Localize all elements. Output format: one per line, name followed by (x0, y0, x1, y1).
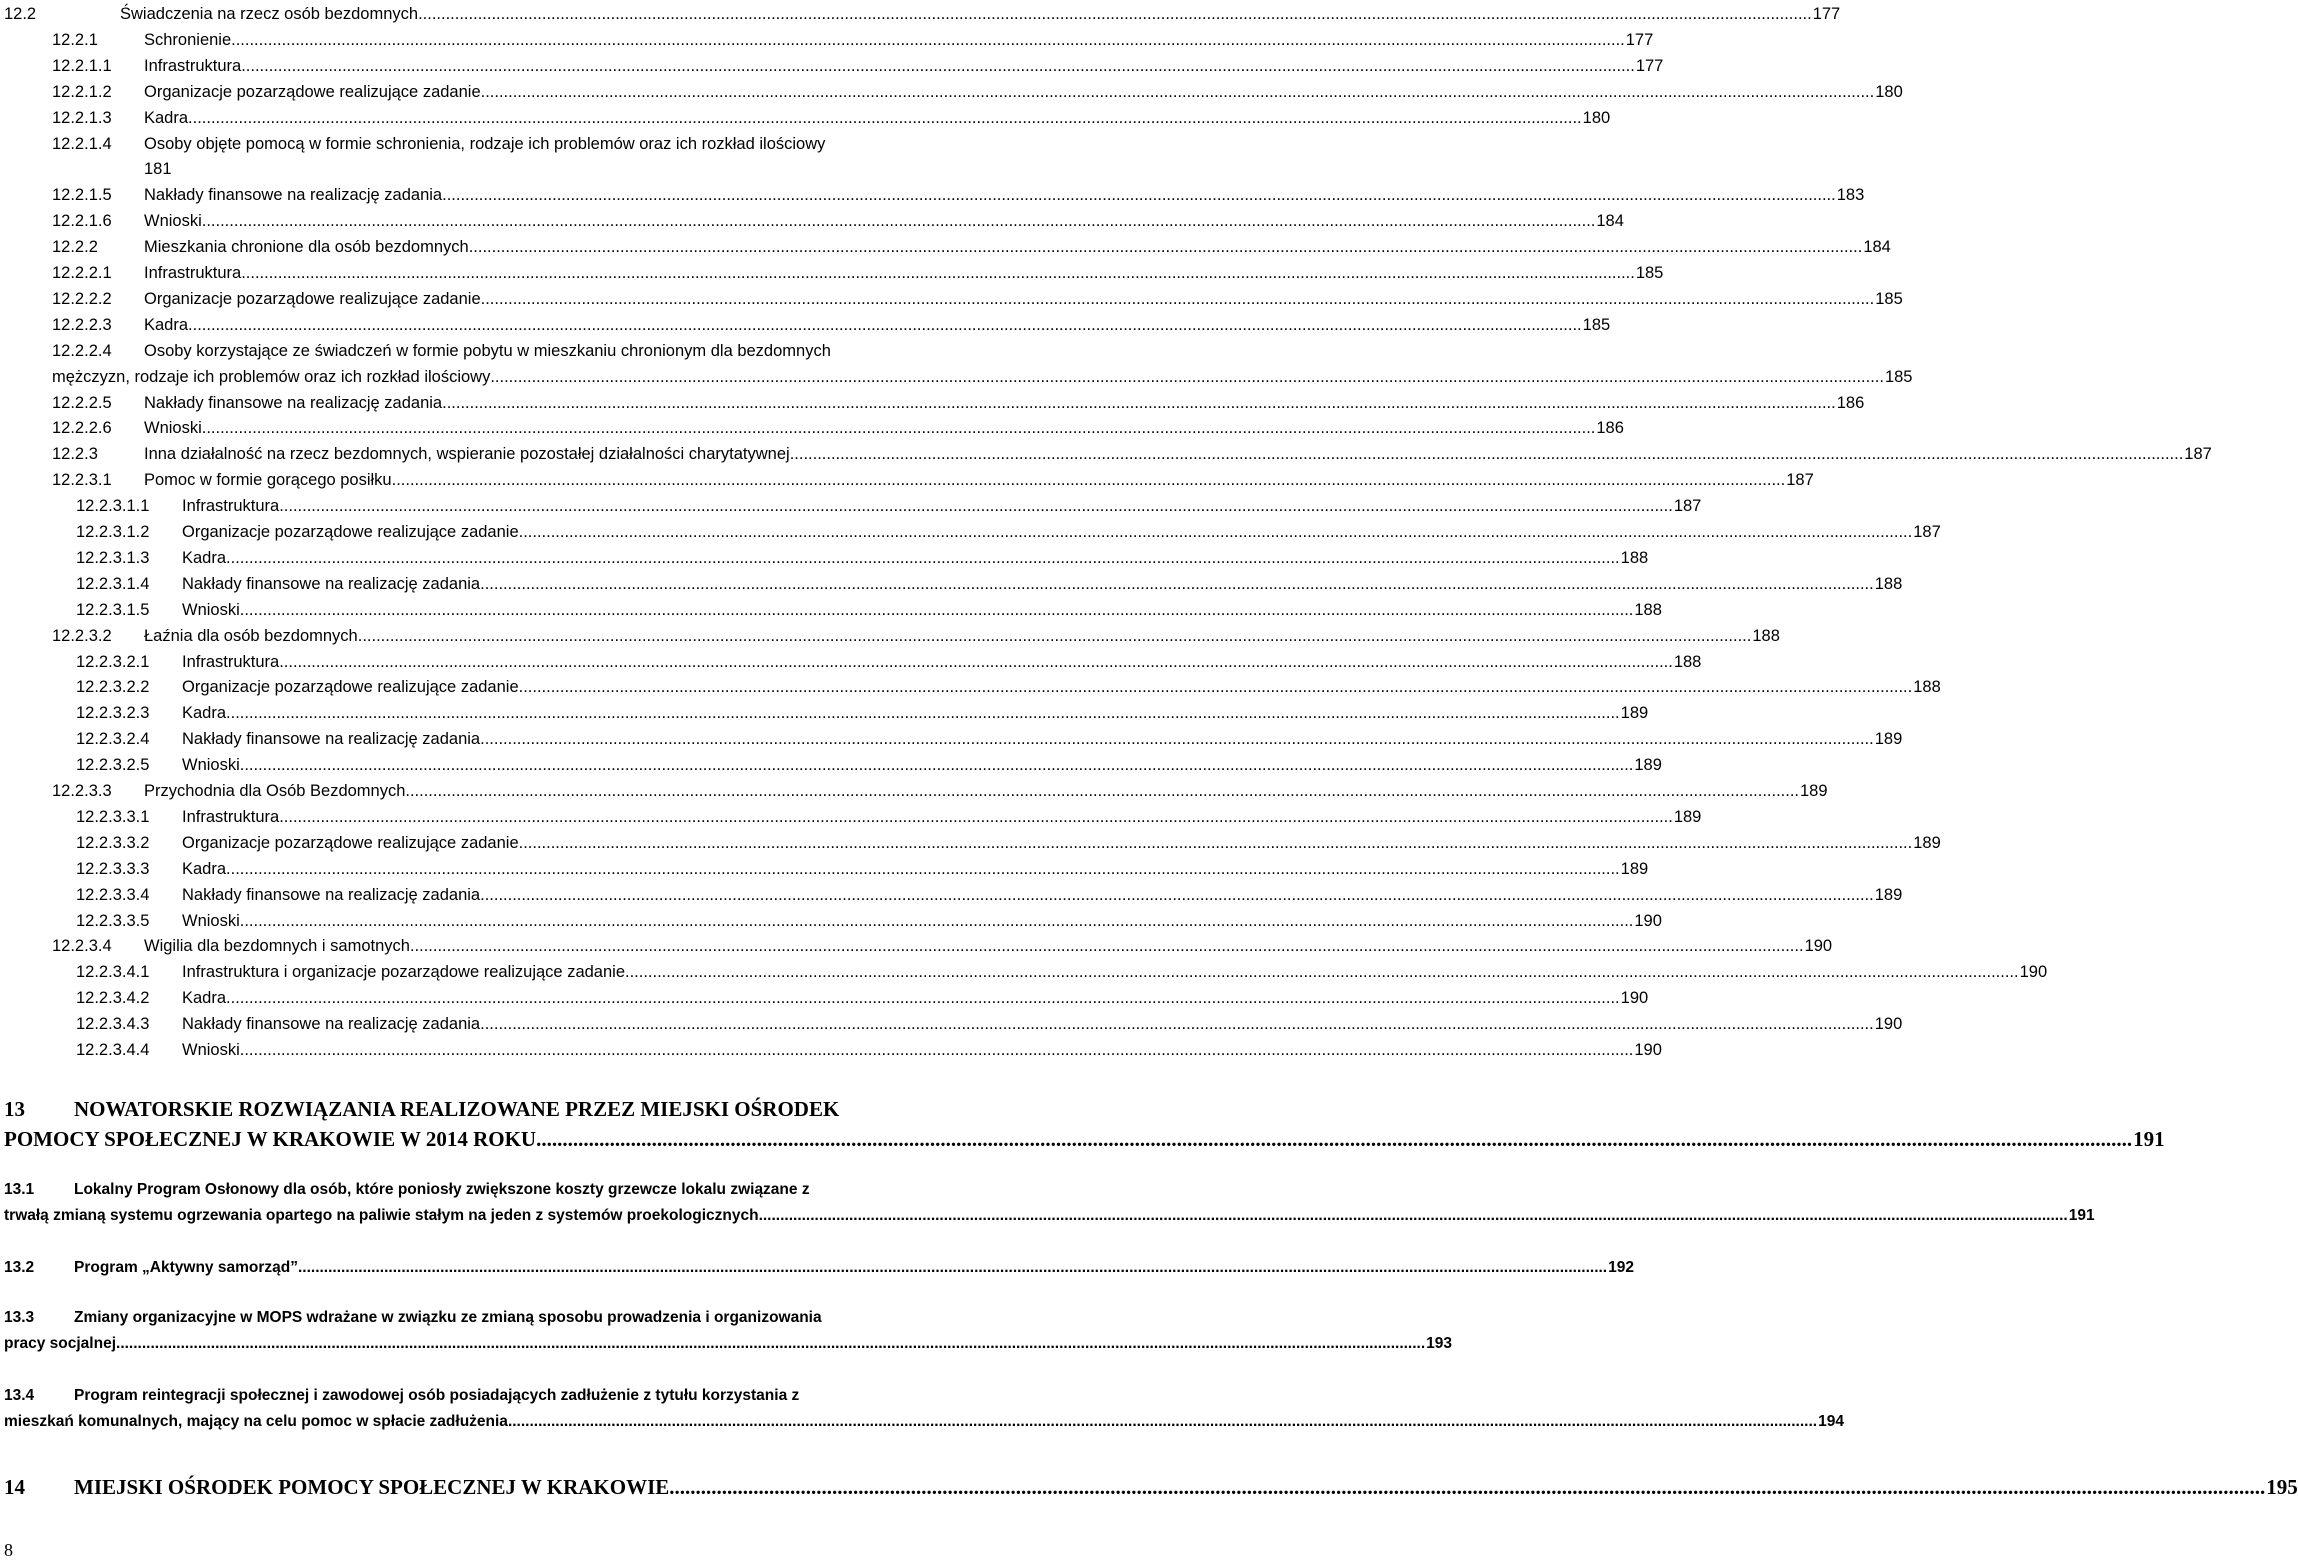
toc-entry-number: 13.1 (4, 1181, 35, 1198)
toc-entry-page: 188 (1874, 574, 1903, 593)
toc-entry-number: 12.2.3.1.1 (76, 497, 150, 516)
toc-entry-page: 183 (1836, 186, 1865, 205)
toc-leader-dots (519, 677, 1913, 697)
toc-entry-page: 185 (1884, 367, 1913, 386)
toc-entry-number: 12.2.3.2 (52, 626, 112, 645)
toc-entry-page: 187 (2184, 445, 2212, 464)
toc-entry-title: Infrastruktura (182, 497, 280, 516)
toc-entry-title: Kadra (144, 108, 189, 127)
toc-entry-page: 187 (1913, 523, 1941, 541)
toc-entry[interactable] (76, 1040, 1662, 1060)
toc-entry[interactable] (4, 4, 1841, 24)
chapter-page: 191 (2133, 1127, 2165, 1151)
toc-entry-page: 190 (1874, 1015, 1903, 1034)
toc-entry-page: 184 (1863, 238, 1891, 257)
toc-entry-number: 12.2.3.4.4 (76, 1041, 150, 1059)
toc-entry-number: 12.2.3.4.3 (76, 1015, 150, 1034)
toc-entry-number: 12.2.1 (52, 30, 98, 49)
toc-entry-number: 12.2.2.2 (52, 289, 112, 308)
toc-entry-continuation (52, 367, 1913, 387)
chapter-14-heading[interactable] (4, 1474, 2298, 1500)
toc-entry-page: 185 (1875, 289, 1903, 308)
toc-leader-dots (226, 988, 1620, 1008)
toc-entry-title: Kadra (144, 315, 189, 334)
toc-entry[interactable] (76, 962, 2048, 982)
toc-entry-page: 177 (1812, 5, 1841, 23)
toc-entry[interactable] (76, 833, 1941, 853)
toc-entry-number: 13.4 (4, 1387, 35, 1404)
toc-leader-dots (625, 962, 2019, 982)
toc-entry-page: 189 (1800, 782, 1828, 800)
toc-leader-dots (536, 1126, 2132, 1152)
toc-entry-page: 186 (1596, 419, 1624, 438)
toc-entry-title: Wnioski (182, 1041, 240, 1059)
toc-entry-title-continued: mieszkań komunalnych, mający na celu pomoc w spłacie zadłużenia (4, 1413, 508, 1430)
toc-leader-dots (241, 56, 1635, 76)
toc-entry[interactable] (76, 885, 1903, 905)
toc-leader-dots (240, 600, 1634, 620)
toc-leader-dots (405, 781, 1799, 801)
toc-leader-dots (480, 1014, 1874, 1034)
toc-entry-title: Program reintegracji społecznej i zawodowej osób posiadających zadłużenie z tytułu korzystania z (74, 1387, 800, 1404)
toc-leader-dots (240, 755, 1634, 775)
toc-entry[interactable] (52, 289, 1903, 309)
toc-leader-dots (481, 289, 1875, 309)
toc-entry-title: Nakłady finansowe na realizację zadania (182, 885, 481, 904)
toc-leader-dots (469, 237, 1863, 257)
toc-leader-dots (202, 418, 1596, 438)
chapter-title: NOWATORSKIE ROZWIĄZANIA REALIZOWANE PRZEZ MIEJSKI OŚRODEK (74, 1097, 840, 1121)
toc-leader-dots (240, 1040, 1634, 1060)
toc-entry-number: 12.2.3.2.1 (76, 652, 150, 671)
toc-entry[interactable] (52, 936, 1833, 956)
toc-section-entry[interactable] (4, 1308, 822, 1328)
toc-entry-number: 12.2.2.5 (52, 393, 112, 412)
toc-leader-dots (519, 522, 1913, 542)
toc-entry-title: Organizacje pozarządowe realizujące zadanie (182, 523, 519, 541)
toc-entry-title: Infrastruktura (144, 264, 242, 282)
toc-leader-dots (231, 30, 1625, 50)
toc-entry-number: 13.2 (4, 1259, 35, 1276)
toc-entry-title: Nakłady finansowe na realizację zadania (144, 186, 443, 205)
toc-entry-number: 12.2.2.1 (52, 264, 112, 282)
toc-entry[interactable] (76, 600, 1662, 620)
toc-entry-title: Kadra (182, 859, 227, 878)
toc-leader-dots (241, 263, 1635, 283)
toc-entry-title: Kadra (182, 548, 227, 567)
toc-leader-dots (410, 936, 1804, 956)
toc-entry-page: 189 (1673, 807, 1702, 826)
toc-entry-number: 12.2.1.5 (52, 186, 112, 205)
toc-entry-number: 12.2.3.2.4 (76, 730, 150, 749)
toc-entry[interactable] (52, 134, 958, 154)
toc-entry[interactable] (52, 108, 1611, 128)
toc-entry-title: Wnioski (182, 756, 240, 775)
toc-entry-title: Program „Aktywny samorząd” (74, 1259, 298, 1276)
toc-leader-dots (442, 393, 1836, 413)
toc-entry-page: 190 (1634, 911, 1662, 930)
toc-entry-title: Osoby korzystające ze świadczeń w formie pobytu w mieszkaniu chronionym dla bezdomnych (144, 341, 831, 360)
toc-entry-title: Lokalny Program Osłonowy dla osób, które poniosły zwiększone koszty grzewcze lokalu związane z (74, 1181, 810, 1198)
toc-entry-title: Pomoc w formie gorącego posiłku (144, 471, 392, 490)
toc-entry-title: Łaźnia dla osób bezdomnych (144, 626, 358, 645)
toc-leader-dots (790, 444, 2184, 464)
toc-entry[interactable] (76, 496, 1702, 516)
toc-entry-page: 188 (1913, 678, 1941, 697)
toc-entry-number: 12.2.3.2.2 (76, 678, 150, 697)
toc-entry-title: Mieszkania chronione dla osób bezdomnych (144, 238, 469, 257)
toc-section-entry[interactable] (4, 1180, 810, 1200)
toc-entry-title: Organizacje pozarządowe realizujące zadanie (144, 289, 481, 308)
toc-entry[interactable] (52, 185, 1865, 205)
toc-entry-number: 12.2.2.6 (52, 419, 112, 438)
toc-entry-number: 12.2.3.3.2 (76, 833, 150, 852)
toc-entry-title: Wigilia dla bezdomnych i samotnych (144, 937, 410, 956)
toc-leader-dots (188, 108, 1582, 128)
chapter-number: 14 (4, 1475, 25, 1499)
toc-entry[interactable] (52, 315, 1611, 335)
toc-entry-title: Inna działalność na rzecz bezdomnych, wspieranie pozostałej działalności charytatywnej (144, 445, 790, 464)
toc-entry-title: Kadra (182, 989, 227, 1008)
toc-entry-title: Zmiany organizacyjne w MOPS wdrażane w związku ze zmianą sposobu prowadzenia i organizowania (74, 1309, 822, 1326)
toc-entry[interactable] (76, 548, 1649, 568)
chapter-13-heading-line2 (4, 1126, 2165, 1152)
toc-entry-title: Nakłady finansowe na realizację zadania (144, 393, 443, 412)
toc-entry-page: 190 (1620, 989, 1649, 1008)
toc-entry[interactable] (76, 574, 1903, 594)
toc-entry-title: Kadra (182, 704, 227, 723)
toc-entry-page: 194 (1818, 1413, 1844, 1430)
chapter-title: MIEJSKI OŚRODEK POMOCY SPOŁECZNEJ W KRAKOWIE (74, 1475, 670, 1499)
toc-entry-number: 12.2.2 (52, 238, 98, 257)
toc-leader-dots (481, 82, 1875, 102)
toc-entry[interactable] (76, 988, 1649, 1008)
chapter-13-heading-line1[interactable] (4, 1096, 958, 1122)
toc-entry-page: 180 (1875, 82, 1903, 101)
toc-entry[interactable] (76, 522, 1941, 542)
toc-entry-page: 189 (1913, 833, 1941, 852)
toc-entry[interactable] (76, 729, 1903, 749)
toc-entry-title: Infrastruktura (182, 652, 280, 671)
toc-entry-title: Nakłady finansowe na realizację zadania (182, 730, 481, 749)
toc-entry-number: 12.2.2.3 (52, 315, 112, 334)
toc-entry-number: 12.2.3.1.3 (76, 548, 150, 567)
toc-entry-page: 184 (1596, 212, 1624, 231)
toc-entry-title: Osoby objęte pomocą w formie schronienia, rodzaje ich problemów oraz ich rozkład ilościowy (144, 134, 826, 153)
toc-section-entry-continuation (4, 1334, 1453, 1354)
toc-entry-page: 189 (1874, 885, 1903, 904)
toc-entry-page: 188 (1620, 548, 1649, 567)
toc-entry-number: 12.2.3.1.5 (76, 600, 150, 619)
toc-entry-title: Organizacje pozarządowe realizujące zadanie (144, 82, 481, 101)
toc-entry-page: 190 (1634, 1041, 1662, 1059)
toc-entry-number: 12.2.3.4 (52, 937, 112, 956)
toc-entry[interactable] (76, 755, 1662, 775)
toc-entry[interactable] (76, 1014, 1903, 1034)
toc-entry[interactable] (52, 470, 1814, 490)
toc-leader-dots (298, 1258, 1607, 1278)
toc-entry-title: Schronienie (144, 30, 232, 49)
toc-entry-page: 185 (1635, 264, 1664, 282)
toc-entry-page: 181 (144, 160, 172, 179)
toc-entry-page: 177 (1635, 56, 1664, 75)
toc-leader-dots (279, 652, 1673, 672)
toc-entry-number: 12.2.2.4 (52, 341, 112, 360)
toc-entry-page: 187 (1786, 471, 1814, 490)
toc-leader-dots (226, 859, 1620, 879)
toc-entry-title: Świadczenia na rzecz osób bezdomnych (120, 5, 419, 23)
toc-entry-page: 192 (1608, 1259, 1634, 1276)
toc-entry-title: Nakłady finansowe na realizację zadania (182, 574, 481, 593)
toc-entry-number: 12.2.3.1.4 (76, 574, 150, 593)
chapter-title-continued: POMOCY SPOŁECZNEJ W KRAKOWIE W 2014 ROKU (4, 1127, 537, 1151)
toc-entry-title: Wnioski (182, 911, 240, 930)
toc-leader-dots (418, 4, 1812, 24)
toc-leader-dots (226, 703, 1620, 723)
toc-entry[interactable] (76, 703, 1649, 723)
toc-entry[interactable] (76, 911, 1662, 931)
chapter-page: 195 (2266, 1475, 2298, 1499)
toc-entry-number: 12.2.1.6 (52, 212, 112, 231)
toc-leader-dots (188, 315, 1582, 335)
toc-entry[interactable] (76, 859, 1649, 879)
toc-leader-dots (480, 885, 1874, 905)
toc-entry-number: 12.2.1.3 (52, 108, 112, 127)
toc-entry-title-continued: trwałą zmianą systemu ogrzewania opartego na paliwie stałym na jeden z systemów proekologicznych (4, 1207, 759, 1224)
toc-leader-dots (392, 470, 1786, 490)
toc-entry[interactable] (76, 807, 1702, 827)
toc-leader-dots (279, 807, 1673, 827)
page-number: 8 (4, 1540, 13, 1560)
toc-entry[interactable] (52, 341, 958, 361)
toc-entry-page: 191 (2068, 1207, 2095, 1224)
toc-entry-number: 12.2.3.1.2 (76, 523, 150, 541)
toc-entry-title: Wnioski (182, 600, 240, 619)
toc-leader-dots (116, 1334, 1425, 1354)
toc-entry-page: 186 (1836, 393, 1865, 412)
toc-entry[interactable] (52, 626, 1780, 646)
chapter-number: 13 (4, 1097, 25, 1121)
toc-entry-title-continued: mężczyzn, rodzaje ich problemów oraz ich rozkład ilościowy (52, 367, 491, 386)
toc-entry-number: 12.2 (4, 5, 37, 23)
toc-entry[interactable] (52, 30, 1654, 50)
toc-entry[interactable] (52, 211, 1624, 231)
toc-entry[interactable] (76, 652, 1702, 672)
toc-leader-dots (490, 367, 1884, 387)
toc-entry-page: 189 (1634, 756, 1662, 775)
toc-entry-page: 187 (1673, 497, 1702, 516)
toc-entry[interactable] (52, 781, 1828, 801)
toc-entry-title: Wnioski (144, 212, 202, 231)
toc-entry[interactable] (52, 418, 1624, 438)
toc-entry-title: Nakłady finansowe na realizację zadania (182, 1015, 481, 1034)
toc-entry-page: 188 (1673, 652, 1702, 671)
toc-entry-number: 12.2.3 (52, 445, 98, 464)
toc-leader-dots (240, 911, 1634, 931)
toc-entry-page: 193 (1426, 1335, 1453, 1352)
toc-entry-title: Infrastruktura (182, 807, 280, 826)
toc-leader-dots (358, 626, 1752, 646)
toc-entry-number: 12.2.3.3 (52, 782, 112, 800)
toc-section-entry-continuation (4, 1412, 1844, 1432)
toc-section-entry-continuation (4, 1206, 2095, 1226)
toc-entry-page: 190 (2019, 963, 2048, 982)
toc-entry-page: 189 (1874, 730, 1903, 749)
toc-entry-page: 190 (1804, 937, 1833, 956)
toc-entry-number: 12.2.3.3.4 (76, 885, 150, 904)
toc-entry-title: Organizacje pozarządowe realizujące zadanie (182, 833, 519, 852)
toc-entry-title: Przychodnia dla Osób Bezdomnych (144, 782, 406, 800)
toc-entry-number: 12.2.3.3.5 (76, 911, 150, 930)
toc-entry-number: 12.2.1.4 (52, 134, 112, 153)
toc-leader-dots (519, 833, 1913, 853)
toc-entry-number: 12.2.1.1 (52, 56, 112, 75)
toc-entry-title-continued: pracy socjalnej (4, 1335, 117, 1352)
toc-entry-number: 12.2.3.4.2 (76, 989, 150, 1008)
toc-leader-dots (202, 211, 1596, 231)
toc-leader-dots (442, 185, 1836, 205)
toc-leader-dots (759, 1206, 2068, 1226)
toc-entry-page: 180 (1582, 108, 1611, 127)
toc-entry-number: 12.2.3.1 (52, 471, 112, 490)
toc-entry-page: 188 (1752, 626, 1780, 645)
toc-entry-page: 189 (1620, 859, 1649, 878)
toc-entry[interactable] (76, 677, 1941, 697)
toc-entry[interactable] (52, 263, 1664, 283)
toc-entry-number: 12.2.3.4.1 (76, 963, 150, 982)
toc-entry-title: Infrastruktura (144, 56, 242, 75)
toc-leader-dots (508, 1412, 1817, 1432)
toc-section-entry[interactable] (4, 1258, 1634, 1278)
toc-entry-page: 177 (1625, 30, 1654, 49)
toc-entry[interactable] (52, 237, 1891, 257)
toc-leader-dots (279, 496, 1673, 516)
toc-entry-number: 12.2.3.2.3 (76, 704, 150, 723)
toc-entry[interactable] (52, 56, 1664, 76)
toc-leader-dots (226, 548, 1620, 568)
toc-leader-dots (480, 574, 1874, 594)
toc-entry-number: 12.2.3.3.1 (76, 807, 150, 826)
toc-entry-page: 188 (1634, 600, 1662, 619)
toc-entry-number: 12.2.1.2 (52, 82, 112, 101)
toc-entry-number: 12.2.3.3.3 (76, 859, 150, 878)
toc-entry-number: 13.3 (4, 1309, 35, 1326)
toc-entry-title: Wnioski (144, 419, 202, 438)
toc-entry-title: Infrastruktura i organizacje pozarządowe realizujące zadanie (182, 963, 625, 982)
toc-entry-title: Organizacje pozarządowe realizujące zadanie (182, 678, 519, 697)
toc-entry[interactable] (52, 82, 1903, 102)
toc-entry[interactable] (52, 444, 2212, 464)
toc-entry-page: 189 (1620, 704, 1649, 723)
toc-entry-page: 185 (1582, 315, 1611, 334)
toc-section-entry[interactable] (4, 1386, 799, 1406)
toc-leader-dots (669, 1474, 2265, 1500)
toc-entry-number: 12.2.3.2.5 (76, 756, 150, 775)
toc-leader-dots (480, 729, 1874, 749)
toc-entry[interactable] (52, 393, 1865, 413)
